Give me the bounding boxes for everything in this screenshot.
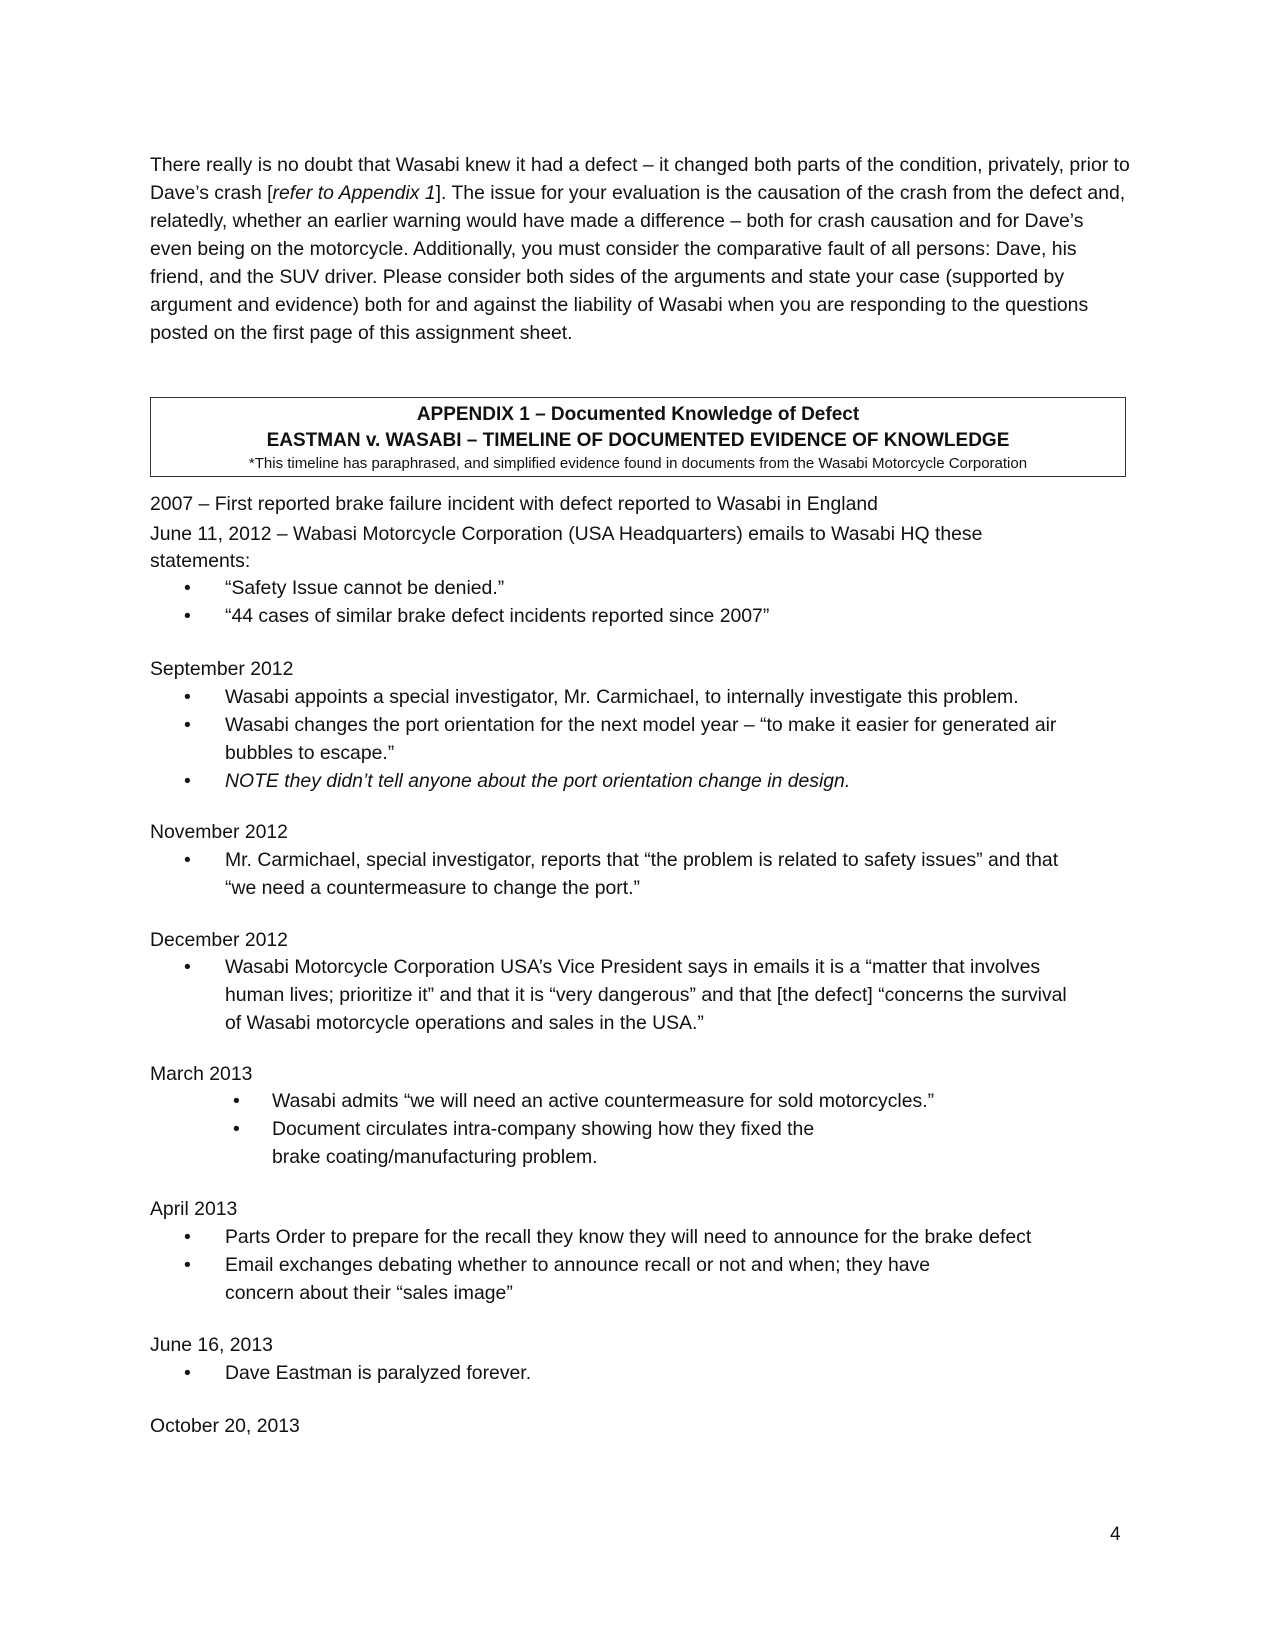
bullet-icon: • [184,605,191,627]
timeline-june-2012: June 11, 2012 – Wabasi Motorcycle Corporation (USA Headquarters) emails to Wasabi HQ these [150,523,983,545]
apr-2013-bullets [150,1223,1070,1307]
appendix-title: APPENDIX 1 – Documented Knowledge of Defect [416,404,860,425]
list-item: • Wasabi changes the port orientation for the next model year – “to make it easier for generated air bubbles to escape.” [150,711,1070,767]
list-item: • NOTE they didn’t tell anyone about the port orientation change in design. [150,767,1070,795]
june-2012-bullets [150,574,1070,630]
timeline-oct-2013: October 20, 2013 [150,1415,300,1437]
bullet-icon: • [184,849,191,871]
timeline-nov-2012: November 2012 [150,821,288,843]
timeline-dec-2012: December 2012 [150,929,288,951]
list-item: • “Safety Issue cannot be denied.” [150,574,1070,602]
timeline-sep-2012: September 2012 [150,658,294,680]
list-item: • Email exchanges debating whether to announce recall or not and when; they have concern about their “sales image” [150,1251,1070,1307]
bullet-icon: • [184,686,191,708]
appendix-subtitle: EASTMAN v. WASABI – TIMELINE OF DOCUMENTED EVIDENCE OF KNOWLEDGE [266,430,1010,451]
bullet-icon: • [184,1254,191,1276]
timeline-mar-2013: March 2013 [150,1063,253,1085]
appendix-header-box [150,397,1126,477]
list-item: • Wasabi Motorcycle Corporation USA’s Vice President says in emails it is a “matter that involves human lives; prioritize it” and that it is “very dangerous” and that [the defect] “concerns the survival of Wasabi motorcycle operations and sales in the USA.” [150,953,1070,1037]
list-item: • Wasabi admits “we will need an active countermeasure for sold motorcycles.” [150,1087,1070,1115]
timeline-june-2012-cont: statements: [150,550,251,572]
list-item: • Wasabi appoints a special investigator, Mr. Carmichael, to internally investigate this problem. [150,683,1070,711]
jun-2013-bullets [150,1359,1070,1387]
timeline-jun-2013: June 16, 2013 [150,1334,273,1356]
bullet-icon: • [233,1090,240,1112]
list-item: • Parts Order to prepare for the recall they know they will need to announce for the brake defect [150,1223,1070,1251]
bullet-icon: • [233,1118,240,1140]
dec-2012-bullets [150,953,1070,1037]
intro-paragraph [150,151,1130,347]
intro-text-2: ]. The issue for your evaluation is the causation of the crash from the defect and, relatedly, whether an earlier warning would have made a difference – both for crash causation and for Dave’s even being on the motorcycle. Additionally, you must consider the comparative fault of all persons: Dave, his friend, and the SUV driver. Please consider both sides of the arguments and state your case (supported by argument and evidence) both for and against the liability of Wasabi when you are responding to the questions posted on the first page of this assignment sheet. [150,182,1126,344]
timeline-2007: 2007 – First reported brake failure incident with defect reported to Wasabi in England [150,493,878,515]
appendix-note: *This timeline has paraphrased, and simplified evidence found in documents from the Wasabi Motorcycle Corporation [248,455,1028,472]
bullet-icon: • [184,770,191,792]
bullet-icon: • [184,1226,191,1248]
sep-2012-bullets [150,683,1070,795]
page-number: 4 [1110,1524,1121,1545]
bullet-icon: • [184,956,191,978]
intro-text-1: There really is no doubt that Wasabi knew it had a defect – it changed both parts of the condition, privately, prior to Dave’s crash [ [150,154,1130,204]
list-item: • Document circulates intra-company showing how they fixed the brake coating/manufacturing problem. [150,1115,1070,1171]
bullet-icon: • [184,577,191,599]
bullet-icon: • [184,1362,191,1384]
bullet-icon: • [184,714,191,736]
nov-2012-bullets [150,846,1070,902]
list-item: • “44 cases of similar brake defect incidents reported since 2007” [150,602,1070,630]
timeline-apr-2013: April 2013 [150,1198,238,1220]
intro-appendix-reference: refer to Appendix 1 [272,182,436,204]
list-item: • Mr. Carmichael, special investigator, reports that “the problem is related to safety issues” and that “we need a countermeasure to change the port.” [150,846,1070,902]
mar-2013-bullets [150,1087,1070,1171]
list-item: • Dave Eastman is paralyzed forever. [150,1359,1070,1387]
